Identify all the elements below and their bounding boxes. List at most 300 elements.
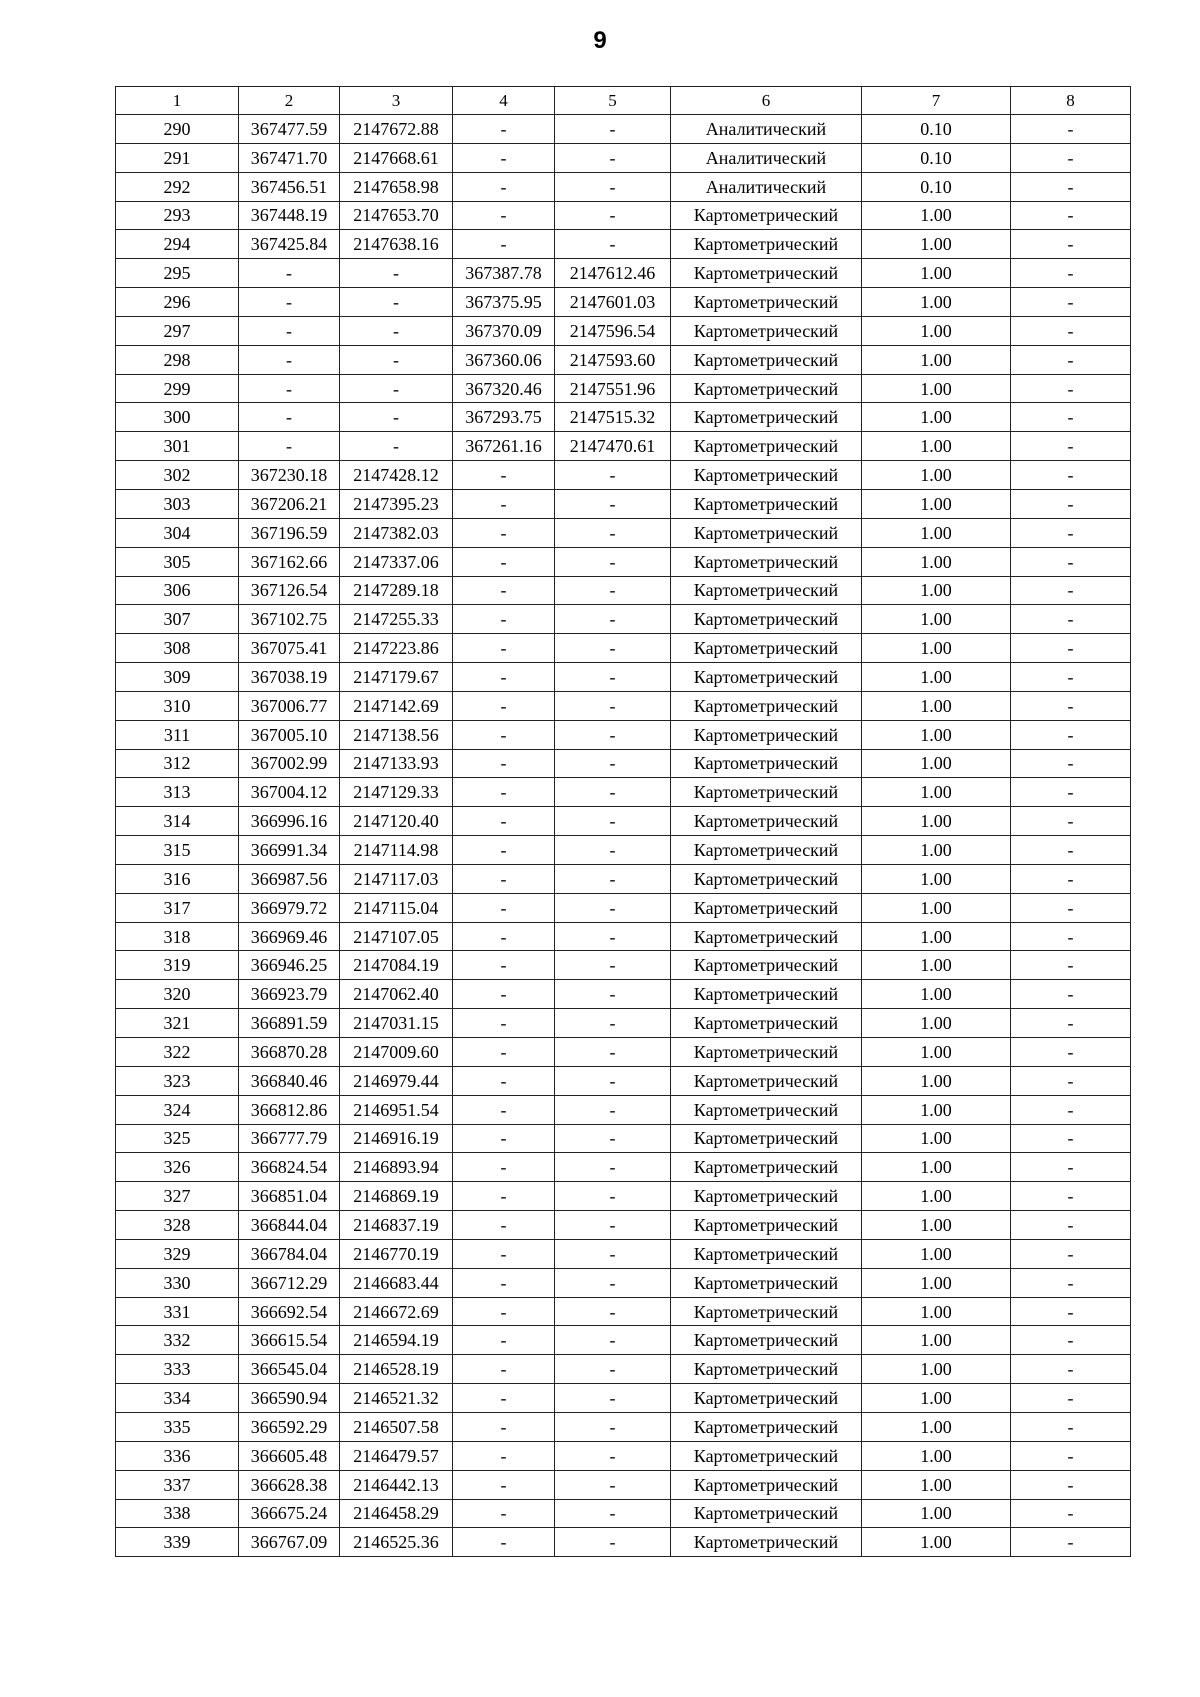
- table-cell: Картометрический: [671, 288, 862, 317]
- table-row: [116, 691, 1131, 720]
- table-cell: 336: [116, 1441, 239, 1470]
- table-cell: 367102.75: [239, 605, 340, 634]
- table-cell: 366923.79: [239, 980, 340, 1009]
- table-cell: -: [453, 922, 555, 951]
- table-cell: 2146479.57: [340, 1441, 453, 1470]
- table-cell: -: [340, 345, 453, 374]
- column-header: 2: [239, 87, 340, 115]
- table-cell: 366844.04: [239, 1211, 340, 1240]
- table-row: [116, 807, 1131, 836]
- table-cell: -: [1011, 836, 1131, 865]
- table-row: [116, 893, 1131, 922]
- table-cell: -: [453, 1182, 555, 1211]
- table-cell: -: [453, 749, 555, 778]
- table-cell: 2147084.19: [340, 951, 453, 980]
- table-cell: 367477.59: [239, 115, 340, 144]
- table-cell: 302: [116, 461, 239, 490]
- table-cell: -: [453, 778, 555, 807]
- table-cell: 366784.04: [239, 1239, 340, 1268]
- table-cell: 366812.86: [239, 1095, 340, 1124]
- table-cell: Картометрический: [671, 634, 862, 663]
- table-cell: 1.00: [862, 980, 1011, 1009]
- table-cell: 2147428.12: [340, 461, 453, 490]
- table-cell: Картометрический: [671, 1153, 862, 1182]
- table-cell: 366590.94: [239, 1384, 340, 1413]
- table-cell: 2147138.56: [340, 720, 453, 749]
- table-cell: 310: [116, 691, 239, 720]
- table-cell: -: [1011, 778, 1131, 807]
- table-cell: Картометрический: [671, 807, 862, 836]
- table-cell: 366692.54: [239, 1297, 340, 1326]
- table-cell: Картометрический: [671, 1066, 862, 1095]
- table-cell: 337: [116, 1470, 239, 1499]
- table-row: [116, 634, 1131, 663]
- table-cell: 1.00: [862, 1038, 1011, 1067]
- table-cell: -: [453, 1412, 555, 1441]
- table-cell: 1.00: [862, 461, 1011, 490]
- table-cell: -: [555, 172, 671, 201]
- column-header: 3: [340, 87, 453, 115]
- table-cell: 2147653.70: [340, 201, 453, 230]
- table-row: [116, 1470, 1131, 1499]
- table-cell: -: [1011, 1038, 1131, 1067]
- table-cell: -: [453, 1124, 555, 1153]
- table-cell: -: [555, 576, 671, 605]
- table-cell: -: [555, 1441, 671, 1470]
- table-cell: -: [1011, 1297, 1131, 1326]
- table-cell: 2147515.32: [555, 403, 671, 432]
- table-cell: 317: [116, 893, 239, 922]
- column-header: 4: [453, 87, 555, 115]
- table-cell: 366777.79: [239, 1124, 340, 1153]
- table-cell: Картометрический: [671, 1124, 862, 1153]
- table-cell: -: [453, 1384, 555, 1413]
- table-cell: 366979.72: [239, 893, 340, 922]
- table-cell: -: [1011, 1384, 1131, 1413]
- table-cell: -: [1011, 518, 1131, 547]
- table-cell: Картометрический: [671, 922, 862, 951]
- table-cell: -: [453, 893, 555, 922]
- table-cell: 366592.29: [239, 1412, 340, 1441]
- table-cell: 1.00: [862, 259, 1011, 288]
- table-cell: 322: [116, 1038, 239, 1067]
- column-header: 5: [555, 87, 671, 115]
- table-cell: -: [453, 605, 555, 634]
- table-cell: 2146916.19: [340, 1124, 453, 1153]
- table-cell: Картометрический: [671, 576, 862, 605]
- table-cell: -: [1011, 1153, 1131, 1182]
- table-cell: 307: [116, 605, 239, 634]
- table-row: [116, 749, 1131, 778]
- table-cell: -: [1011, 1182, 1131, 1211]
- table-row: [116, 1268, 1131, 1297]
- table-cell: 1.00: [862, 403, 1011, 432]
- table-cell: -: [1011, 1268, 1131, 1297]
- table-cell: -: [1011, 259, 1131, 288]
- table-cell: 1.00: [862, 1297, 1011, 1326]
- column-header: 1: [116, 87, 239, 115]
- table-cell: Картометрический: [671, 201, 862, 230]
- table-cell: Аналитический: [671, 172, 862, 201]
- column-header: 7: [862, 87, 1011, 115]
- table-cell: -: [1011, 691, 1131, 720]
- table-cell: 367006.77: [239, 691, 340, 720]
- table-cell: Картометрический: [671, 778, 862, 807]
- table-row: [116, 288, 1131, 317]
- table-cell: -: [239, 259, 340, 288]
- table-cell: 1.00: [862, 288, 1011, 317]
- table-cell: 326: [116, 1153, 239, 1182]
- table-cell: 1.00: [862, 1095, 1011, 1124]
- column-header: 8: [1011, 87, 1131, 115]
- table-row: [116, 1326, 1131, 1355]
- table-cell: 1.00: [862, 1211, 1011, 1240]
- table-cell: 327: [116, 1182, 239, 1211]
- table-cell: 2147107.05: [340, 922, 453, 951]
- table-cell: -: [555, 922, 671, 951]
- table-cell: 366545.04: [239, 1355, 340, 1384]
- table-cell: -: [555, 1297, 671, 1326]
- table-cell: Картометрический: [671, 230, 862, 259]
- table-cell: -: [555, 836, 671, 865]
- table-cell: 1.00: [862, 951, 1011, 980]
- table-cell: 2147129.33: [340, 778, 453, 807]
- table-cell: Картометрический: [671, 1441, 862, 1470]
- table-cell: 2147031.15: [340, 1009, 453, 1038]
- table-cell: -: [1011, 1355, 1131, 1384]
- table-cell: 2147133.93: [340, 749, 453, 778]
- table-row: [116, 259, 1131, 288]
- table-row: [116, 172, 1131, 201]
- table-cell: 2146528.19: [340, 1355, 453, 1384]
- table-cell: 2146979.44: [340, 1066, 453, 1095]
- table-row: [116, 836, 1131, 865]
- table-cell: Картометрический: [671, 1009, 862, 1038]
- table-cell: -: [340, 403, 453, 432]
- table-cell: -: [555, 547, 671, 576]
- table-cell: -: [340, 288, 453, 317]
- table-cell: 316: [116, 864, 239, 893]
- table-cell: 0.10: [862, 172, 1011, 201]
- table-cell: 1.00: [862, 605, 1011, 634]
- table-cell: -: [453, 1038, 555, 1067]
- table-cell: 1.00: [862, 893, 1011, 922]
- table-cell: -: [239, 374, 340, 403]
- table-header-row: [116, 87, 1131, 115]
- table-cell: -: [453, 807, 555, 836]
- table-cell: Картометрический: [671, 374, 862, 403]
- table-cell: 301: [116, 432, 239, 461]
- table-cell: -: [1011, 143, 1131, 172]
- table-cell: -: [340, 374, 453, 403]
- table-cell: -: [555, 1182, 671, 1211]
- table-cell: 1.00: [862, 807, 1011, 836]
- table-cell: -: [555, 1124, 671, 1153]
- table-cell: 1.00: [862, 1066, 1011, 1095]
- table-cell: -: [555, 115, 671, 144]
- table-cell: Картометрический: [671, 864, 862, 893]
- table-cell: 296: [116, 288, 239, 317]
- table-row: [116, 576, 1131, 605]
- table-cell: 2147142.69: [340, 691, 453, 720]
- table-cell: 300: [116, 403, 239, 432]
- table-cell: Картометрический: [671, 1470, 862, 1499]
- table-cell: 1.00: [862, 1182, 1011, 1211]
- table-cell: 2147179.67: [340, 663, 453, 692]
- table-cell: -: [1011, 1009, 1131, 1038]
- table-cell: -: [340, 259, 453, 288]
- table-cell: 1.00: [862, 922, 1011, 951]
- table-cell: Картометрический: [671, 663, 862, 692]
- table-cell: 366824.54: [239, 1153, 340, 1182]
- table-cell: 319: [116, 951, 239, 980]
- table-cell: 366870.28: [239, 1038, 340, 1067]
- table-cell: Картометрический: [671, 1499, 862, 1528]
- table-cell: -: [555, 691, 671, 720]
- table-row: [116, 518, 1131, 547]
- table-cell: 366767.09: [239, 1528, 340, 1557]
- table-cell: 299: [116, 374, 239, 403]
- table-cell: -: [453, 720, 555, 749]
- table-row: [116, 201, 1131, 230]
- table-cell: Картометрический: [671, 1038, 862, 1067]
- table-cell: 1.00: [862, 432, 1011, 461]
- table-cell: 332: [116, 1326, 239, 1355]
- table-cell: 304: [116, 518, 239, 547]
- table-cell: 2147470.61: [555, 432, 671, 461]
- table-cell: -: [453, 461, 555, 490]
- table-cell: -: [555, 1239, 671, 1268]
- table-cell: -: [1011, 1412, 1131, 1441]
- table-row: [116, 115, 1131, 144]
- table-cell: -: [555, 461, 671, 490]
- table-row: [116, 316, 1131, 345]
- table-cell: -: [453, 115, 555, 144]
- table-cell: 366891.59: [239, 1009, 340, 1038]
- table-cell: 1.00: [862, 691, 1011, 720]
- table-cell: 2146672.69: [340, 1297, 453, 1326]
- table-cell: -: [1011, 547, 1131, 576]
- table-cell: 366675.24: [239, 1499, 340, 1528]
- table-cell: Картометрический: [671, 461, 862, 490]
- table-cell: 367075.41: [239, 634, 340, 663]
- table-cell: -: [453, 1009, 555, 1038]
- table-cell: 367360.06: [453, 345, 555, 374]
- table-cell: 334: [116, 1384, 239, 1413]
- table-cell: 366840.46: [239, 1066, 340, 1095]
- table-row: [116, 1009, 1131, 1038]
- table-cell: -: [453, 1268, 555, 1297]
- table-cell: -: [1011, 115, 1131, 144]
- table-cell: 2147223.86: [340, 634, 453, 663]
- table-cell: -: [453, 489, 555, 518]
- table-cell: 314: [116, 807, 239, 836]
- table-cell: -: [1011, 922, 1131, 951]
- table-row: [116, 403, 1131, 432]
- table-cell: 366605.48: [239, 1441, 340, 1470]
- table-cell: -: [555, 1528, 671, 1557]
- table-cell: 329: [116, 1239, 239, 1268]
- table-cell: -: [555, 749, 671, 778]
- table-cell: 325: [116, 1124, 239, 1153]
- table-cell: -: [239, 432, 340, 461]
- table-cell: -: [1011, 374, 1131, 403]
- table-cell: Картометрический: [671, 316, 862, 345]
- table-cell: -: [1011, 1470, 1131, 1499]
- table-cell: 324: [116, 1095, 239, 1124]
- table-cell: -: [555, 1384, 671, 1413]
- table-cell: 1.00: [862, 778, 1011, 807]
- table-cell: Картометрический: [671, 1528, 862, 1557]
- table-row: [116, 605, 1131, 634]
- table-cell: 366991.34: [239, 836, 340, 865]
- table-cell: 328: [116, 1211, 239, 1240]
- table-cell: 1.00: [862, 230, 1011, 259]
- table-cell: 2147672.88: [340, 115, 453, 144]
- table-cell: -: [453, 172, 555, 201]
- table-cell: 313: [116, 778, 239, 807]
- table-cell: -: [453, 230, 555, 259]
- table-cell: -: [1011, 1326, 1131, 1355]
- table-cell: 2146458.29: [340, 1499, 453, 1528]
- table-cell: 1.00: [862, 1268, 1011, 1297]
- table-cell: -: [1011, 403, 1131, 432]
- table-row: [116, 230, 1131, 259]
- table-cell: -: [453, 1095, 555, 1124]
- table-cell: 366987.56: [239, 864, 340, 893]
- table-cell: 318: [116, 922, 239, 951]
- table-cell: 2147638.16: [340, 230, 453, 259]
- table-cell: -: [1011, 749, 1131, 778]
- table-cell: 1.00: [862, 1412, 1011, 1441]
- table-cell: -: [453, 691, 555, 720]
- table-cell: 367375.95: [453, 288, 555, 317]
- table-cell: 1.00: [862, 316, 1011, 345]
- table-cell: 2146683.44: [340, 1268, 453, 1297]
- table-cell: 2147117.03: [340, 864, 453, 893]
- table-cell: Картометрический: [671, 691, 862, 720]
- table-cell: 2147337.06: [340, 547, 453, 576]
- table-cell: 338: [116, 1499, 239, 1528]
- table-row: [116, 1239, 1131, 1268]
- table-cell: -: [453, 1297, 555, 1326]
- table-cell: 367002.99: [239, 749, 340, 778]
- table-cell: 366712.29: [239, 1268, 340, 1297]
- table-cell: -: [453, 143, 555, 172]
- table-cell: 1.00: [862, 1153, 1011, 1182]
- table-cell: -: [340, 432, 453, 461]
- table-cell: Картометрический: [671, 1239, 862, 1268]
- table-cell: 367448.19: [239, 201, 340, 230]
- table-cell: 1.00: [862, 634, 1011, 663]
- table-cell: 0.10: [862, 115, 1011, 144]
- table-cell: -: [555, 951, 671, 980]
- table-row: [116, 1441, 1131, 1470]
- table-cell: -: [555, 864, 671, 893]
- table-cell: -: [1011, 1095, 1131, 1124]
- table-cell: Картометрический: [671, 489, 862, 518]
- table-cell: -: [555, 778, 671, 807]
- table-cell: -: [1011, 951, 1131, 980]
- table-cell: -: [555, 518, 671, 547]
- table-cell: 1.00: [862, 836, 1011, 865]
- table-cell: -: [1011, 1124, 1131, 1153]
- table-cell: -: [555, 1499, 671, 1528]
- table-cell: -: [453, 1066, 555, 1095]
- table-row: [116, 1153, 1131, 1182]
- table-cell: Картометрический: [671, 980, 862, 1009]
- table-cell: -: [239, 345, 340, 374]
- table-cell: 0.10: [862, 143, 1011, 172]
- table-cell: Картометрический: [671, 1355, 862, 1384]
- table-cell: 367004.12: [239, 778, 340, 807]
- table-cell: -: [555, 1412, 671, 1441]
- table-cell: -: [453, 1528, 555, 1557]
- table-row: [116, 864, 1131, 893]
- table-cell: Картометрический: [671, 720, 862, 749]
- table-cell: -: [1011, 1528, 1131, 1557]
- table-cell: 1.00: [862, 1528, 1011, 1557]
- table-cell: 321: [116, 1009, 239, 1038]
- table-cell: -: [555, 230, 671, 259]
- table-cell: 2147114.98: [340, 836, 453, 865]
- table-cell: Картометрический: [671, 1268, 862, 1297]
- table-cell: 366946.25: [239, 951, 340, 980]
- table-cell: -: [453, 1326, 555, 1355]
- table-cell: -: [239, 403, 340, 432]
- table-cell: -: [1011, 1211, 1131, 1240]
- table-row: [116, 547, 1131, 576]
- table-row: [116, 1211, 1131, 1240]
- table-cell: 331: [116, 1297, 239, 1326]
- table-cell: -: [1011, 663, 1131, 692]
- table-cell: 2146507.58: [340, 1412, 453, 1441]
- table-cell: -: [1011, 864, 1131, 893]
- table-cell: 308: [116, 634, 239, 663]
- table-row: [116, 1182, 1131, 1211]
- column-header: 6: [671, 87, 862, 115]
- page-number: 9: [593, 27, 607, 54]
- table-cell: 2146442.13: [340, 1470, 453, 1499]
- table-cell: -: [1011, 461, 1131, 490]
- table-cell: 295: [116, 259, 239, 288]
- table-cell: 305: [116, 547, 239, 576]
- table-cell: 2146525.36: [340, 1528, 453, 1557]
- table-row: [116, 1038, 1131, 1067]
- table-row: [116, 1297, 1131, 1326]
- table-cell: 367126.54: [239, 576, 340, 605]
- table-cell: Картометрический: [671, 1412, 862, 1441]
- table-cell: 309: [116, 663, 239, 692]
- table-cell: 367293.75: [453, 403, 555, 432]
- table-cell: 312: [116, 749, 239, 778]
- table-row: [116, 1066, 1131, 1095]
- table-cell: 366969.46: [239, 922, 340, 951]
- table-row: [116, 432, 1131, 461]
- table-cell: 333: [116, 1355, 239, 1384]
- table-cell: 290: [116, 115, 239, 144]
- table-cell: 367230.18: [239, 461, 340, 490]
- table-row: [116, 1355, 1131, 1384]
- table-row: [116, 1528, 1131, 1557]
- table-cell: Картометрический: [671, 605, 862, 634]
- table-cell: 2146869.19: [340, 1182, 453, 1211]
- table-cell: -: [1011, 316, 1131, 345]
- table-cell: 367370.09: [453, 316, 555, 345]
- table-cell: 1.00: [862, 1009, 1011, 1038]
- table-cell: Картометрический: [671, 1297, 862, 1326]
- table-cell: 367261.16: [453, 432, 555, 461]
